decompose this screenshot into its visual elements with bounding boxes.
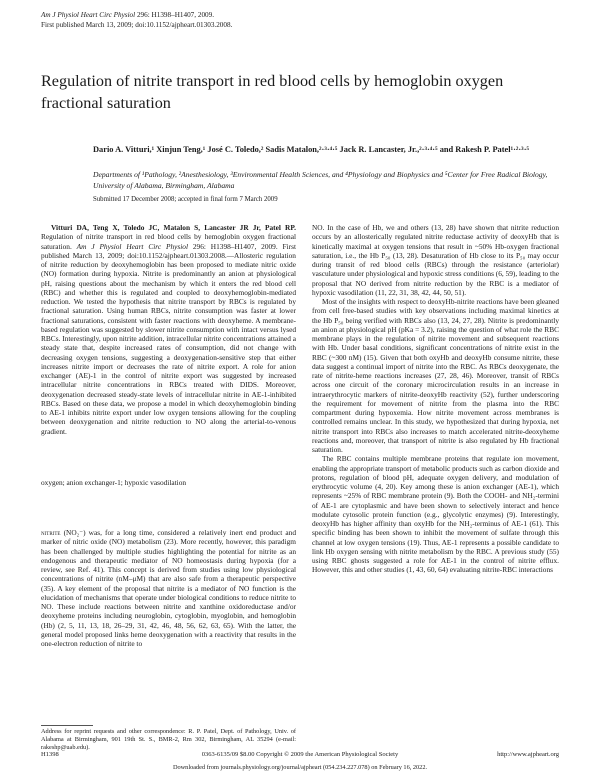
submission-dates: Submitted 17 December 2008; accepted in final form 7 March 2009 [93,196,278,203]
intro-paragraph-1: (NO₂⁻) was, for a long time, considered a relatively inert end product and marker of nitric oxide (NO) metabolism (23). More recently, however, this paradigm has been challenged by multiple studies highlighting the potential for nitrite as an endogenous and therapeutic mediator of NO homeostasis during hypoxia (for a review, see Ref. 41). This concept is derived from studies using low physiological concentrations of nitrite (nM–μM) that are also safe from a therapeutic perspective (35). A key element of the proposal that nitrite is a mediator of NO function is the elucidation of mechanisms that operate under biological conditions to reduce nitrite to NO. These include reactions between nitrite and xanthine oxidoreductase and/or deoxyheme proteins including neuroglobin, cytoglobin, myoglobin, and hemoglobin (Hb) (2, 5, 11, 13, 18, 26–29, 31, 42, 46, 48, 56, 62, 63, 65). With the latter, the general model proposed links heme deoxygenation with a reactivity that results in the one-electron reduction of nitrite to [41,528,296,648]
journal-url[interactable]: http://www.ajpheart.org [497,751,559,758]
right-paragraph-1: NO. In the case of Hb, we and others (13, 28) have shown that nitrite reduction occurs by an allosterically regulated nitrite reductase activity of deoxyHb that is kinetically maximal at oxygen tensions that result in ~50% Hb-oxygen fractional saturation, i.e., the Hb P₅₀ (13, 28). Desaturation of Hb close to its P₅₀ may occur during transit of red blood cells (RBCs) through the resistance (arteriolar) vasculature under physiological and hypoxic stress conditions (6, 59), leading to the proposal that NO derived from nitrite reduction by the RBC is a mediator of hypoxic vasodilation (11, 22, 31, 38, 42, 44, 50, 51). [312,223,559,297]
page-number: H1398 [41,751,59,758]
abstract-text: Allosteric regulation of nitrite reduction by deoxyhemoglobin has been proposed to mediate nitric oxide (NO) formation during hypoxia. Nitrite is predominantly an anion at physiological pH, raising questions about the mechanism by which it enters the red blood cell (RBC) and whether this is regulated and coupled to deoxyhemoglobin-mediated reduction. We tested the hypothesis that nitrite transport by RBCs is regulated by fractional saturation. Using human RBCs, nitrite consumption was faster at lower fractional saturations, consistent with faster reactions with deoxyheme. A membrane-based regulation was suggested by slower nitrite consumption with intact versus lysed RBCs. Interestingly, upon nitrite addition, intracellular nitrite concentrations attained a steady state that, despite increased rates of consumption, did not change with decreasing oxygen tensions, suggesting a deoxygenation-sensitive step that either increases nitrite import or decreases the rate of nitrite export. A role for anion exchanger (AE)-1 in the control of nitrite export was suggested by increased intracellular nitrite concentrations in RBCs treated with DIDS. Moreover, deoxygenation decreased steady-state levels of intracellular nitrite in AE-1-inhibited RBCs. Based on these data, we propose a model in which deoxyhemoglobin binding to AE-1 inhibits nitrite export under low oxygen tensions allowing for the coupling between deoxygenation and nitrite reduction to NO along the arterial-to-venous gradient. [41,250,296,436]
affiliations: Departments of ¹Pathology, ²Anesthesiology, ³Environmental Health Sciences, and ⁴Physiology and Biophysics and ⁵Center for Free Radical Biology, University of Alabama, Birmingham, Alabama [93,170,548,190]
copyright-line: 0363-6135/09 $8.00 Copyright © 2009 the American Physiological Society [201,751,399,758]
journal-citation: 296: H1398–H1407, 2009. [135,11,215,19]
right-paragraph-3: The RBC contains multiple membrane proteins that regulate ion movement, enabling the appropriate transport of metabolic products such as carbon dioxide and protons, regulation of blood pH, adequate oxygen delivery, and modulation of erythrocytic volume (4, 20). Key among these is anion exchanger (AE-1), which represents ~25% of RBC membrane protein (9). Both the COOH- and NH₂-termini of AE-1 are cytoplasmic and have been shown to selectively interact and hence modulate cytosolic protein function (e.g., glycolytic enzymes) (9). Interestingly, deoxyHb has higher affinity than oxyHb for the NH₂-terminus of AE-1 (61). This specific binding has been shown to inhibit the movement of sulfate through this channel at low oxygen tensions (19). Thus, AE-1 represents a possible candidate to link Hb oxygen sensing with nitrite metabolism by the RBC. A previous study (55) using RBC ghosts suggested a role for AE-1 in the control of nitrite efflux. However, this and other studies (1, 43, 60, 64) evaluating nitrite-RBC interactions [312,454,559,575]
journal-name: Am J Physiol Heart Circ Physiol [41,11,136,19]
abstract [41,223,296,436]
abstract-cite-journal: Am J Physiol Heart Circ Physiol [76,241,189,251]
author-list: Dario A. Vitturi,¹ Xinjun Teng,¹ José C. Toledo,² Sadis Matalon,²·³·⁴·⁵ Jack R. Lancaster, Jr.,²·³·⁴·⁵ and Rakesh P. Patel¹·²·³·⁵ [93,145,529,154]
right-column [312,223,559,575]
correspondence-footnote: Address for reprint requests and other correspondence: R. P. Patel, Dept. of Pathology, Univ. of Alabama at Birmingham, 901 19th St. S., BMR-2, Rm 302, Birmingham, AL 35294 (e-mail: rakeshp@uab.edu). [41,728,296,752]
running-header [41,11,232,30]
intro-left-column [41,528,296,648]
article-title: Regulation of nitrite transport in red blood cells by hemoglobin oxygen fractional saturation [41,72,504,112]
abstract-cite-rest: 296: H1398–H1407, 2009. First published March 13, 2009; doi:10.1152/ajpheart.01303.2008.— [41,241,297,260]
intro-lead-word: nitrite [41,528,61,537]
right-paragraph-2: Most of the insights with respect to deoxyHb-nitrite reactions have been gleaned from cell free-based studies with key observations including maximal kinetics at the Hb P₅₀ being verified with RBCs also (13, 24, 27, 28). Nitrite is predominantly an anion at physiological pH (pKa = 3.2), raising the question of what role the RBC membrane plays in the regulation of nitrite movement and subsequent reactions with Hb. Under basal conditions, significant concentrations of nitrite exist in the RBC (~300 nM) (15). Given that both oxyHb and deoxyHb consume nitrite, these data suggest a continual import of nitrite into the RBC. As RBCs deoxygenate, the rate of nitrite-heme reactions increases (27, 28, 46). Moreover, transit of RBCs across one circuit of the coronary microcirculation results in an increase in intraerythrocytic markers of nitrite-deoxyHb reactivity (52), further underscoring the requirement for movement of nitrite from the plasma into the RBC compartment during hypoxemia. How nitrite movement across membranes is controlled remains unclear. In this study, we hypothesized that during hypoxia, net nitrite transport into RBCs also increases to match accelerated nitrite-deoxyheme reactions and, moreover, that transport of nitrite is also regulated by Hb fractional saturation. [312,297,559,454]
abstract-cite-authors: Vitturi DA, Teng X, Toledo JC, Matalon S, Lancaster JR Jr, Patel RP. [51,223,296,232]
abstract-cite-title: Regulation of nitrite transport in red blood cells by hemoglobin oxygen fractional saturation. [41,232,296,251]
footnote-rule [41,725,93,726]
download-notice: Downloaded from journals.physiology.org/journal/ajpheart (054.234.227.078) on February 16, 2022. [172,764,428,771]
keywords: oxygen; anion exchanger-1; hypoxic vasodilation [41,478,187,487]
first-published-line: First published March 13, 2009; doi:10.1152/ajpheart.01303.2008. [41,20,233,29]
